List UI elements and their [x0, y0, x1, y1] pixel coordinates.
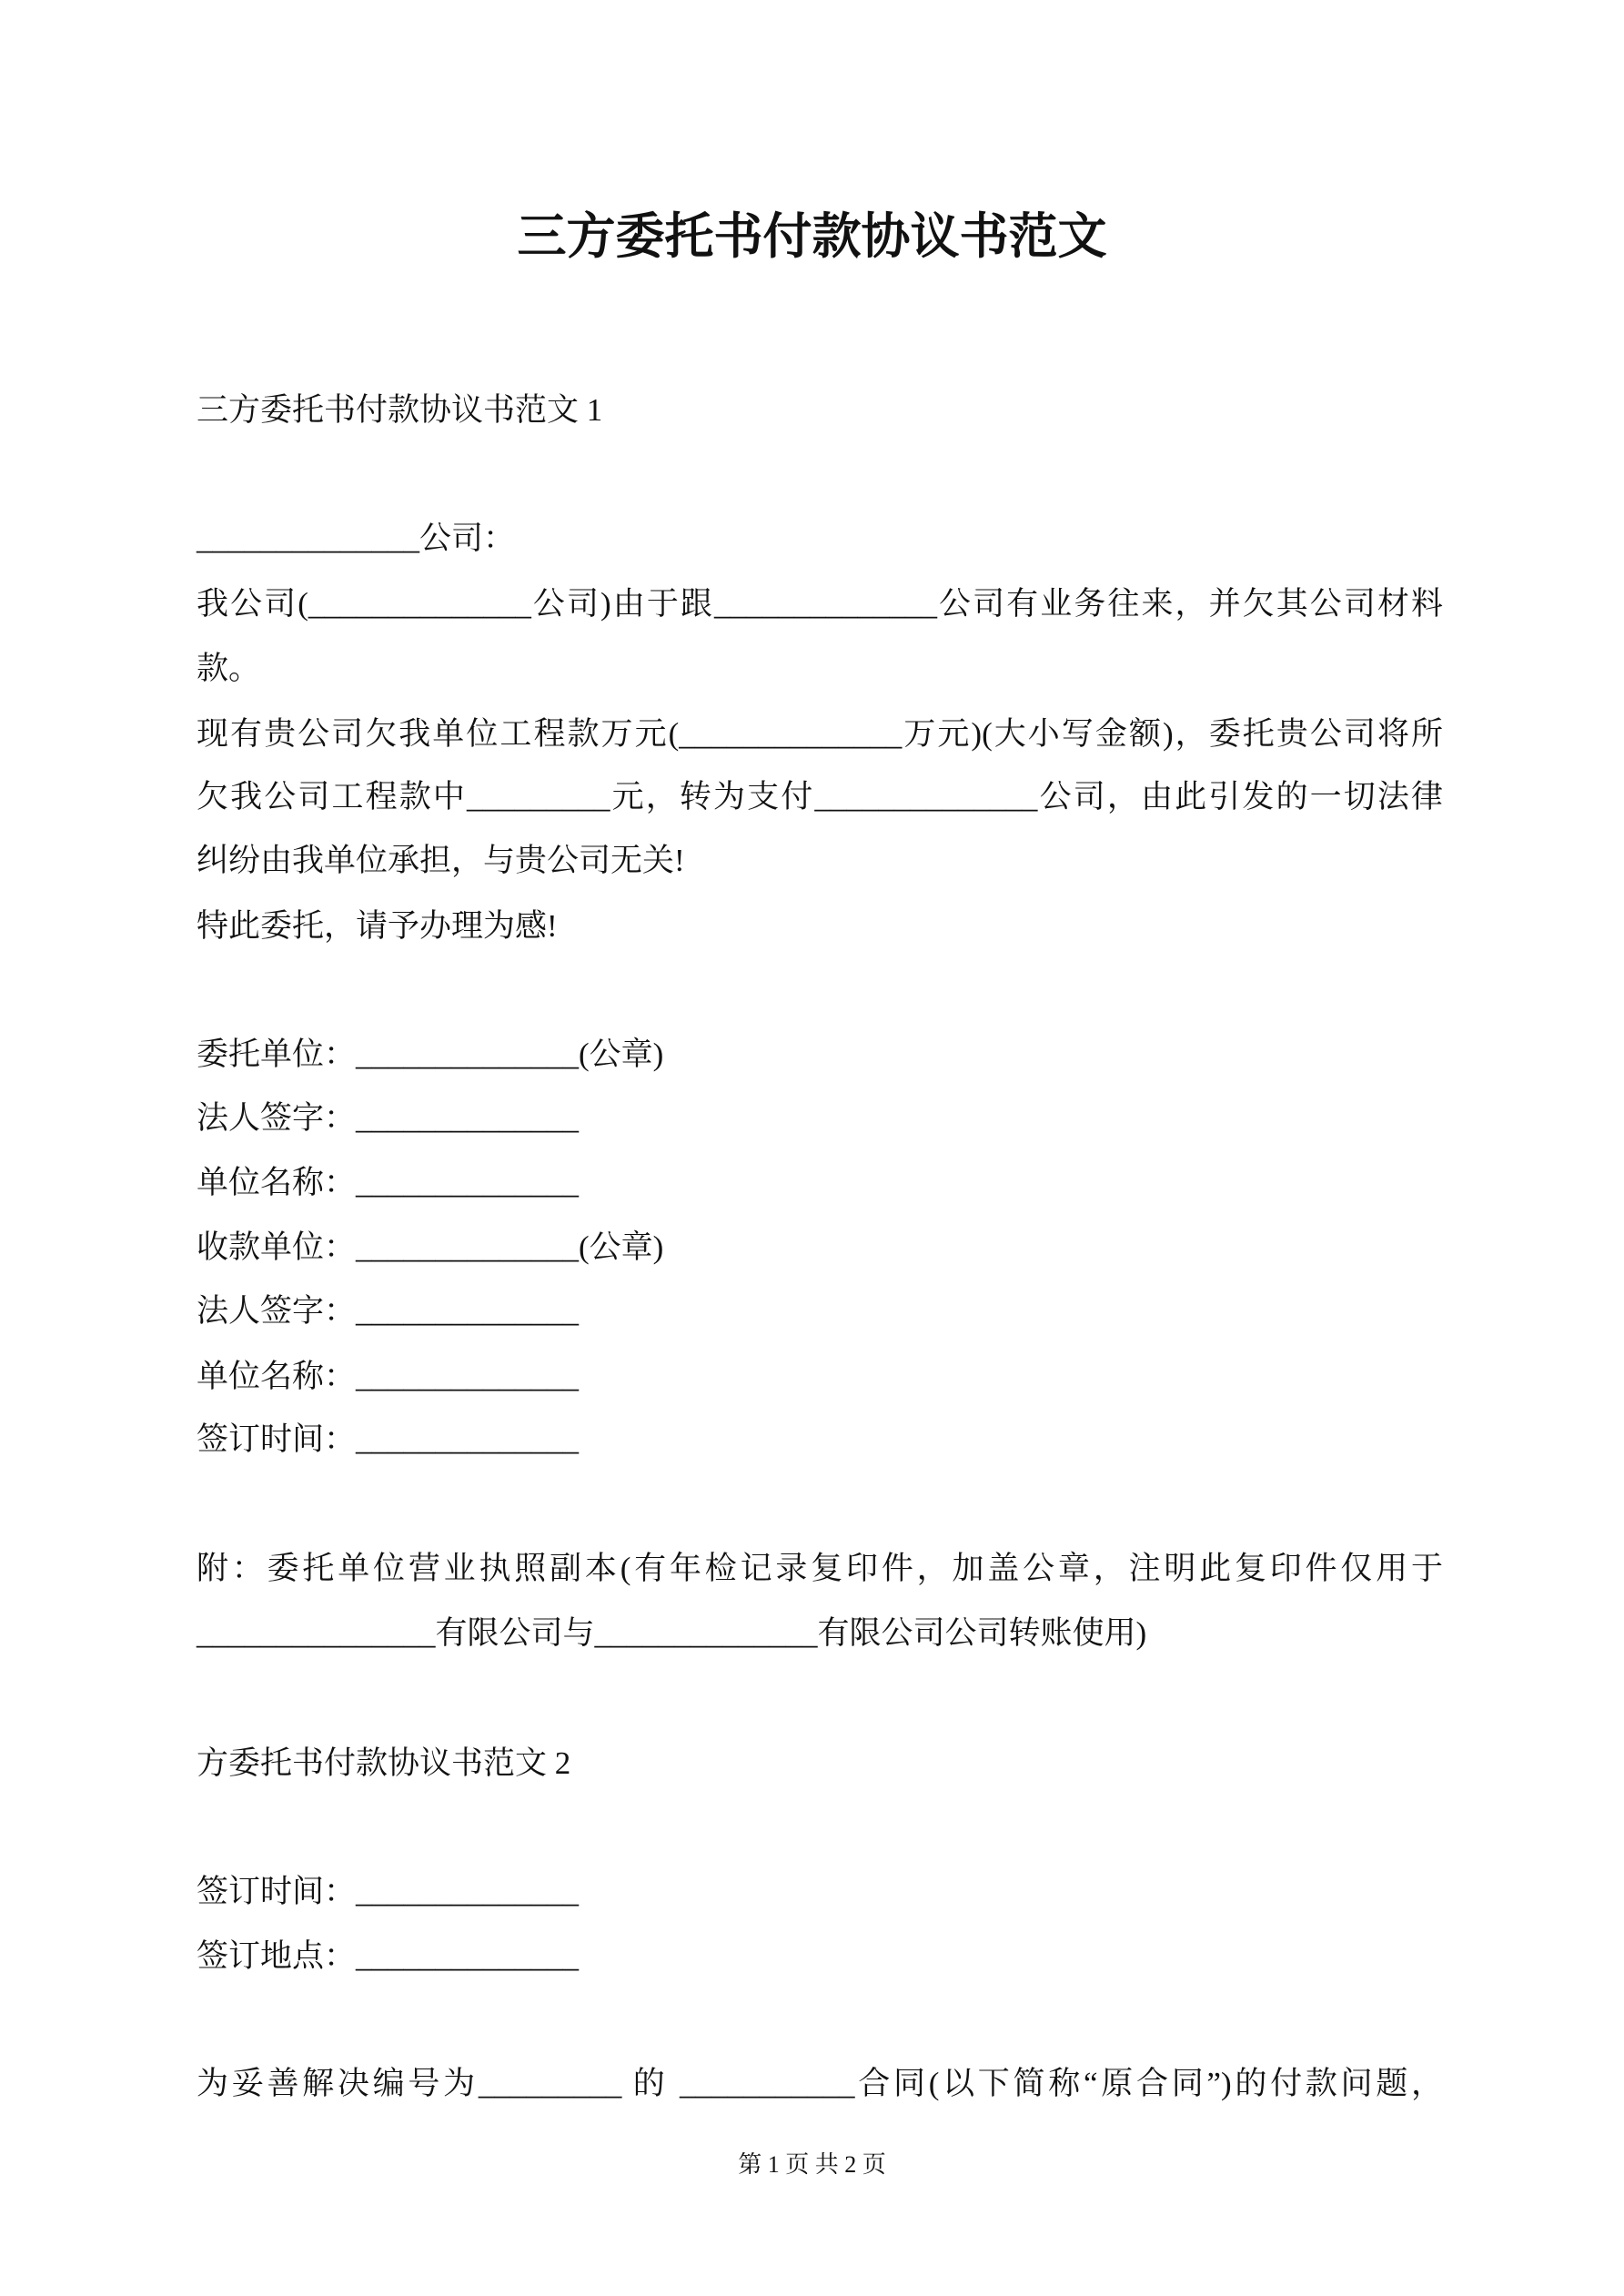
body-line: 特此委托，请予办理为感! — [197, 908, 558, 944]
signature-field: 法人签字：______________ — [197, 1100, 580, 1136]
document-title: 三方委托书付款协议书范文 — [517, 209, 1107, 264]
contract-field: 签订时间：______________ — [197, 1874, 580, 1909]
signature-field: 单位名称：______________ — [197, 1359, 580, 1394]
body-line: 为妥善解决编号为_________ 的 ___________合同(以下简称“原合同”)的付款问题， — [197, 2066, 1443, 2101]
signature-field: 单位名称：______________ — [197, 1165, 580, 1200]
body-line: 款。 — [197, 651, 261, 686]
attachment-line: _______________有限公司与______________有限公司公司转账使用) — [197, 1615, 1147, 1651]
section-heading: 三方委托书付款协议书范文 1 — [197, 392, 603, 428]
signature-field: 收款单位：______________(公章) — [197, 1229, 664, 1265]
page-number: 第 1 页 共 2 页 — [738, 2151, 886, 2178]
signature-field: 法人签字：______________ — [197, 1293, 580, 1329]
contract-field: 签订地点：______________ — [197, 1938, 580, 1974]
addressee-line: ______________公司： — [197, 521, 516, 556]
signature-field: 签订时间：______________ — [197, 1421, 580, 1457]
attachment-line: 附：委托单位营业执照副本(有年检记录复印件，加盖公章，注明此复印件仅用于 — [197, 1551, 1443, 1586]
body-line: 我公司(______________公司)由于跟______________公司有业务往来，并欠其公司材料 — [197, 586, 1443, 622]
body-line: 现有贵公司欠我单位工程款万元(______________万元)(大小写金额)，委托贵公司将所 — [197, 716, 1443, 752]
section-heading: 方委托书付款协议书范文 2 — [197, 1745, 571, 1781]
body-line: 欠我公司工程款中_________元，转为支付______________公司，由此引发的一切法律 — [197, 779, 1443, 814]
signature-field: 委托单位：______________(公章) — [197, 1037, 664, 1072]
body-line: 纠纷由我单位承担，与贵公司无关! — [197, 843, 685, 878]
